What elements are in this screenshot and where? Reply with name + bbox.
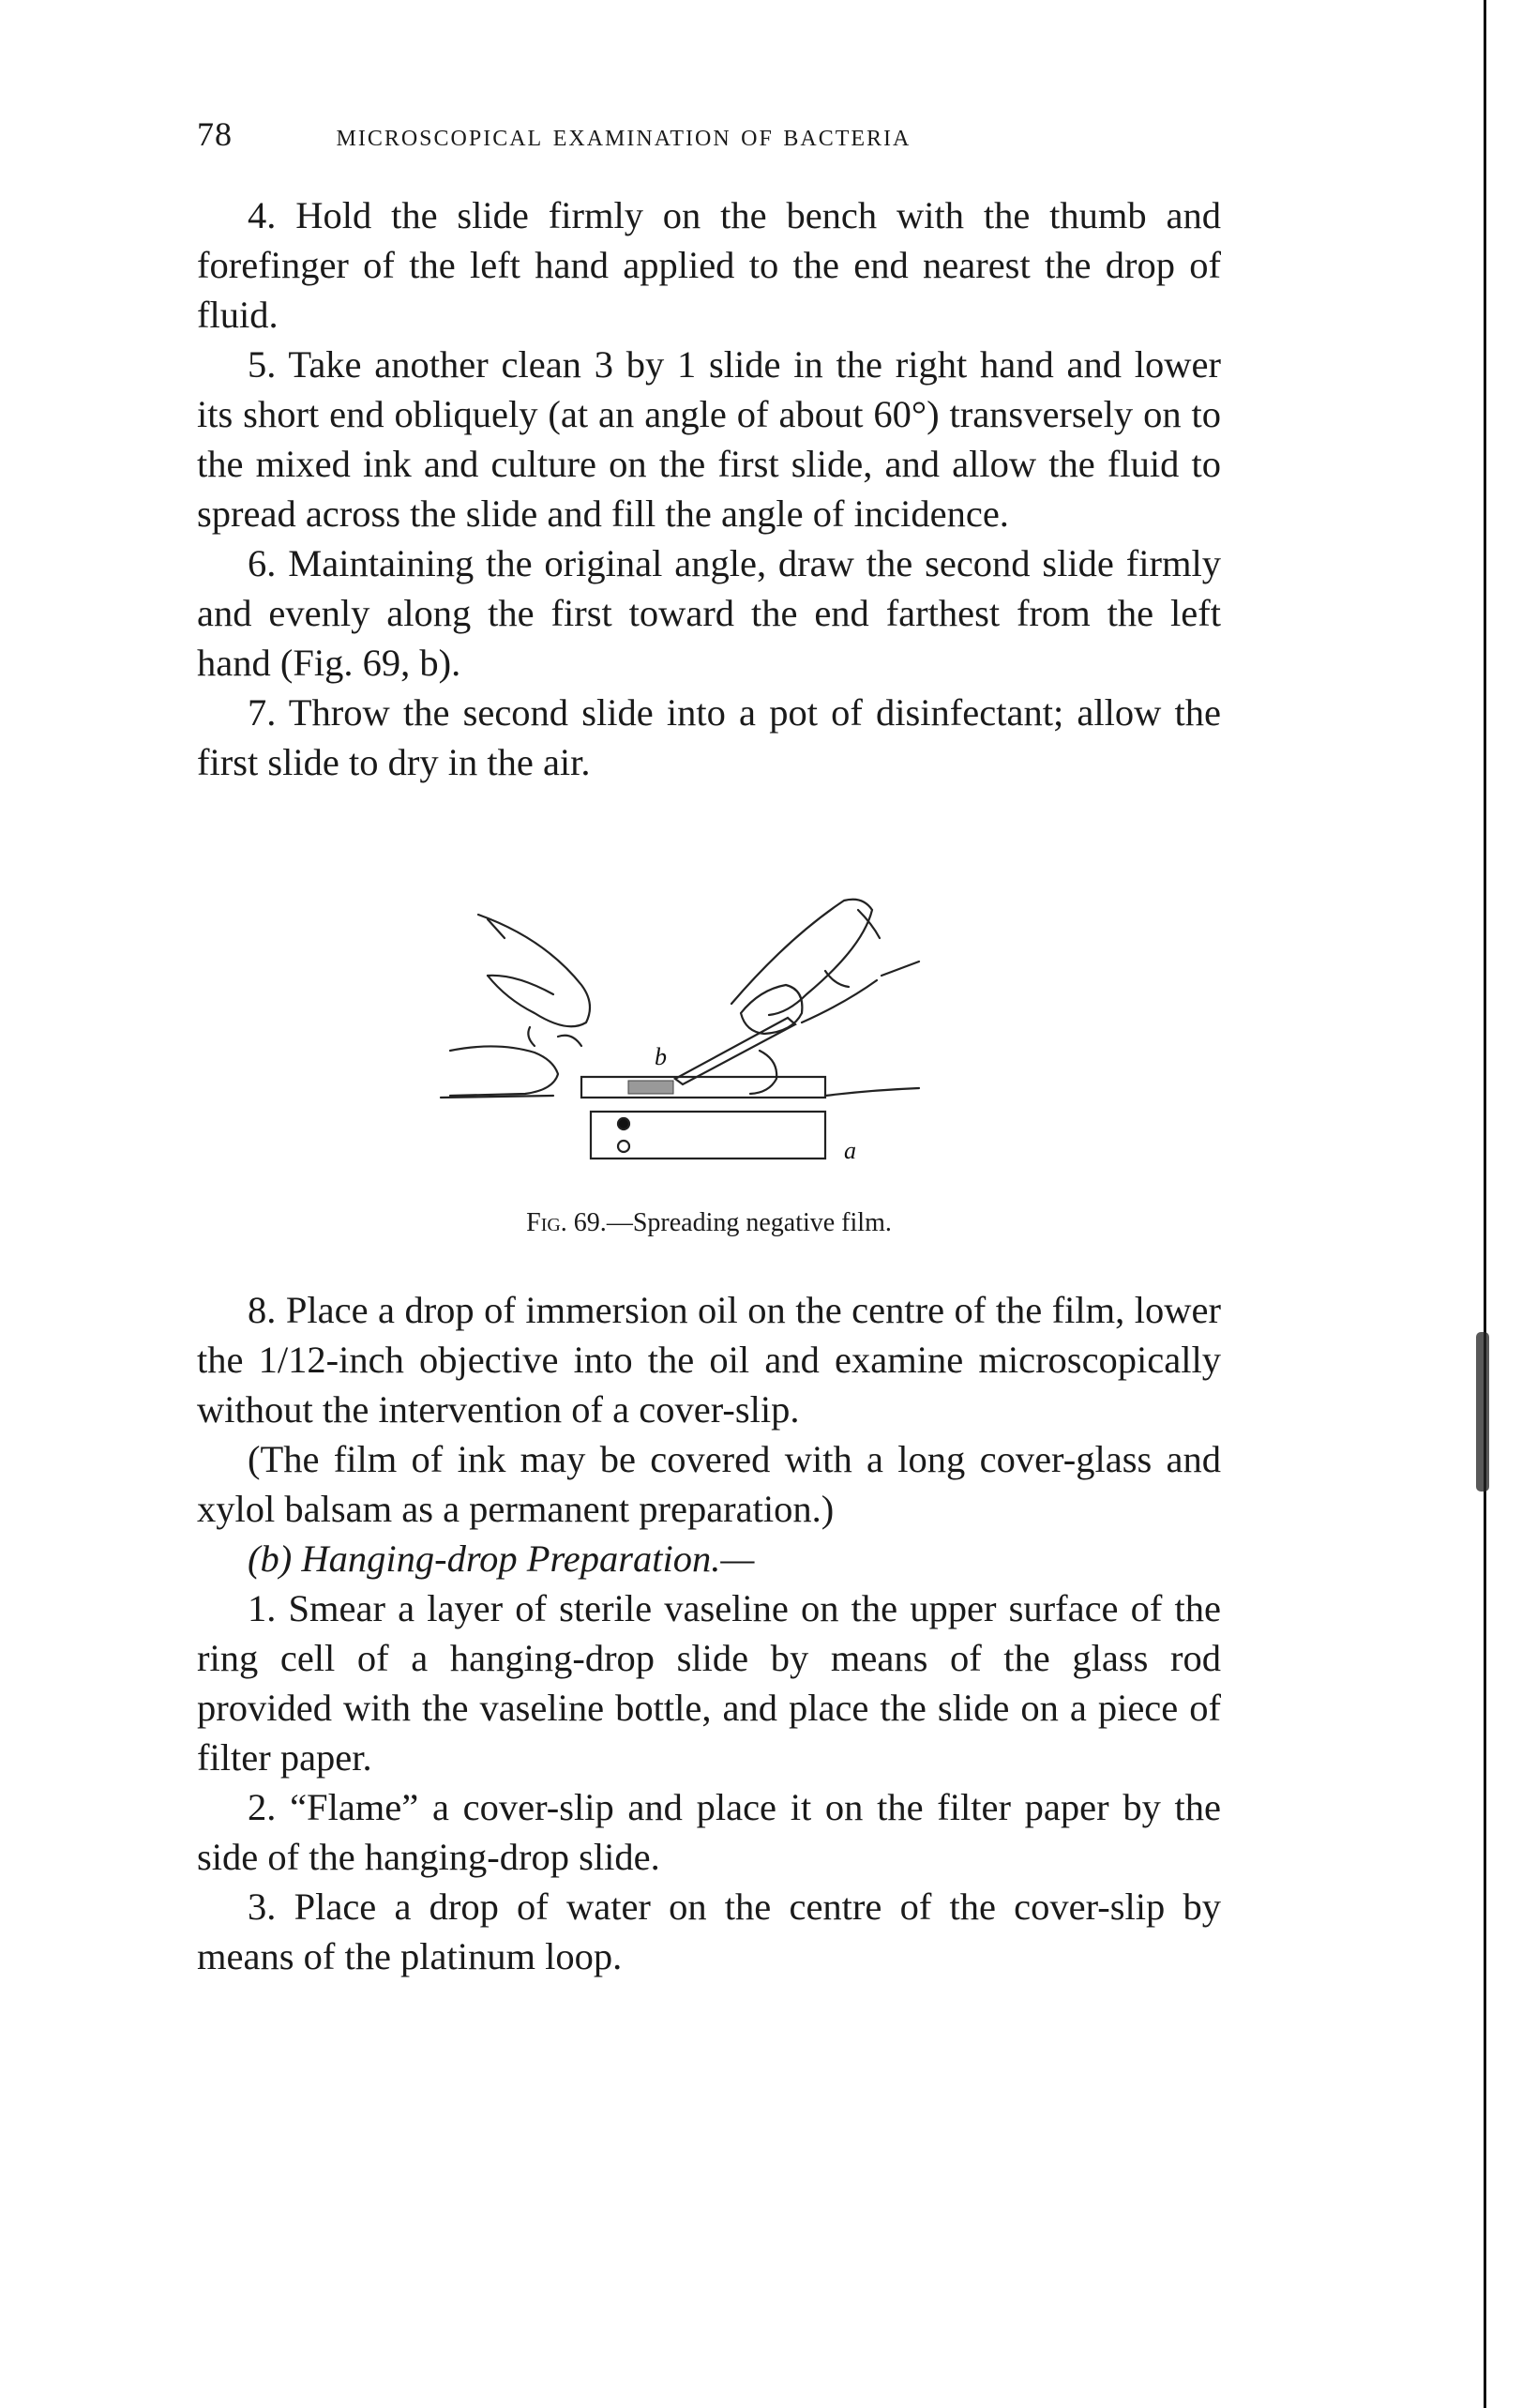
caption-prefix: Fig. 69. (526, 1208, 607, 1237)
page-number: 78 (197, 115, 233, 153)
culture-drop (618, 1141, 629, 1152)
paragraph: 5. Take another clean 3 by 1 slide in the right hand and lower its short end obliquely (at an angle of about 60°) transversely on to the mixed ink and culture on the first slide, and allow the fluid to spread across the slide and fill the angle of incidence. (197, 343, 1221, 535)
figure-caption (197, 1208, 1221, 1238)
ink-drop (618, 1118, 629, 1129)
running-head: microscopical examination of bacteria (336, 118, 912, 153)
text-block-bottom (197, 1285, 1221, 1981)
page-header (197, 114, 1228, 154)
scan-smudge (1476, 1332, 1489, 1492)
page-edge-line (1484, 0, 1486, 2408)
paragraph: (The film of ink may be covered with a long cover-glass and xylol balsam as a permanent preparation.) (197, 1438, 1221, 1530)
paragraph: 7. Throw the second slide into a pot of disinfectant; allow the first slide to dry in the air. (197, 691, 1221, 783)
paragraph: 1. Smear a layer of sterile vaseline on the upper surface of the ring cell of a hanging-drop slide by means of the glass rod provided with the vaseline bottle, and place the slide on a piece of filter paper. (197, 1587, 1221, 1779)
paragraph: 3. Place a drop of water on the centre of the cover-slip by means of the platinum loop. (197, 1886, 1221, 1977)
text-block-top (197, 190, 1221, 787)
section-heading: (b) Hanging-drop Preparation.— (248, 1537, 755, 1580)
left-hand-finger-icon (478, 915, 590, 1026)
paragraph: 2. “Flame” a cover-slip and place it on the filter paper by the side of the hanging-drop slide. (197, 1786, 1221, 1878)
paragraph: 6. Maintaining the original angle, draw the second slide firmly and evenly along the first toward the end farthest from the left hand (Fig. 69, b). (197, 542, 1221, 684)
paragraph: 4. Hold the slide firmly on the bench with the thumb and forefinger of the left hand applied to the end nearest the drop of fluid. (197, 194, 1221, 336)
caption-text: —Spreading negative film. (606, 1208, 892, 1237)
figure-spreading-film (431, 872, 994, 1163)
label-a: a (844, 1137, 856, 1163)
label-b: b (655, 1043, 667, 1070)
paragraph: 8. Place a drop of immersion oil on the centre of the film, lower the 1/12-inch objective into the oil and examine microscopically without the intervention of a cover-slip. (197, 1289, 1221, 1431)
